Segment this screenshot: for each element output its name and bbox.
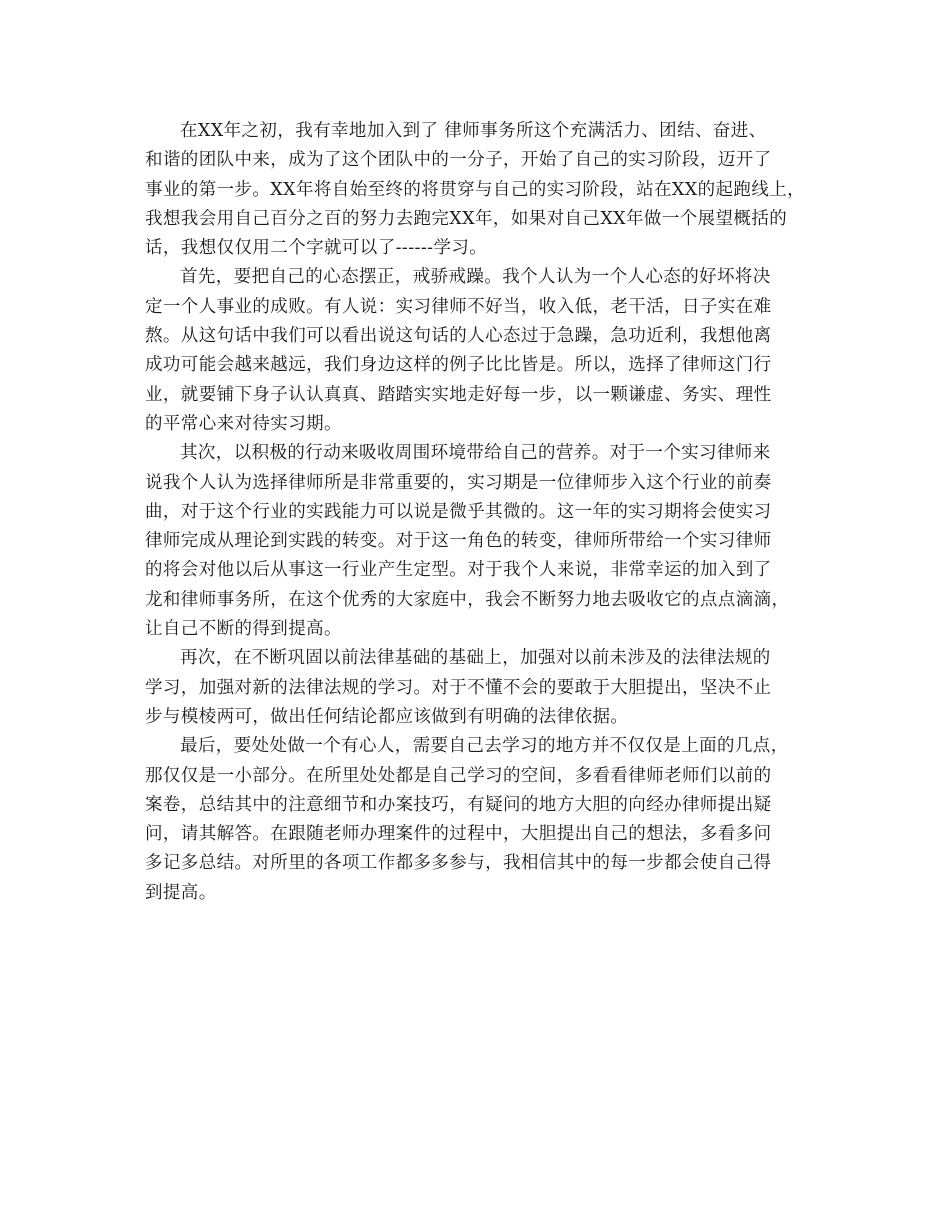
- paragraph-line: 让自己不断的得到提高。: [145, 619, 342, 640]
- paragraph-line: 熬。从这句话中我们可以看出说这句话的人心态过于急躁，急功近利，我想他离: [145, 326, 772, 347]
- paragraph-line: 案卷，总结其中的注意细节和办案技巧，有疑问的地方大胆的向经办律师提出疑: [145, 794, 772, 815]
- paragraph-line: 多记多总结。对所里的各项工作都多多参与，我相信其中的每一步都会使自己得: [145, 853, 772, 874]
- paragraph-line: 定一个人事业的成败。有人说：实习律师不好当，收入低，老干活，日子实在难: [145, 296, 772, 317]
- paragraph-line: 最后，要处处做一个有心人，需要自己去学习的地方并不仅仅是上面的几点，: [180, 736, 789, 757]
- paragraph-line: 的平常心来对待实习期。: [145, 413, 342, 434]
- paragraph-2: [145, 263, 820, 439]
- paragraph-line: 学习，加强对新的法律法规的学习。对于不懂不会的要敢于大胆提出，坚决不止: [145, 677, 772, 698]
- paragraph-line: 在XX年之初，我有幸地加入到了 律师事务所这个充满活力、团结、奋进、: [180, 121, 767, 141]
- paragraph-3: [145, 439, 820, 644]
- paragraph-line: 首先，要把自己的心态摆正，戒骄戒躁。我个人认为一个人心态的好坏将决: [180, 267, 771, 288]
- paragraph-line: 步与模棱两可，做出任何结论都应该做到有明确的法律依据。: [145, 706, 629, 727]
- document-body: [145, 117, 820, 908]
- paragraph-5: [145, 732, 820, 908]
- paragraph-line: 律师完成从理论到实践的转变。对于这一角色的转变，律师所带给一个实习律师: [145, 531, 772, 552]
- paragraph-line: 其次，以积极的行动来吸收周围环境带给自己的营养。对于一个实习律师来: [180, 443, 771, 464]
- paragraph-line: 龙和律师事务所，在这个优秀的大家庭中，我会不断努力地去吸收它的点点滴滴，: [145, 589, 790, 610]
- paragraph-4: [145, 644, 820, 732]
- paragraph-line: 曲，对于这个行业的实践能力可以说是微乎其微的。这一年的实习期将会使实习: [145, 501, 772, 522]
- paragraph-line: 成功可能会越来越远，我们身边这样的例子比比皆是。所以，选择了律师这门行: [145, 355, 772, 376]
- paragraph-line: 到提高。: [145, 882, 217, 903]
- paragraph-line: 和谐的团队中来，成为了这个团队中的一分子，开始了自己的实习阶段，迈开了: [145, 150, 772, 171]
- paragraph-line: 业，就要铺下身子认认真真、踏踏实实地走好每一步，以一颗谦虚、务实、理性: [145, 384, 772, 405]
- paragraph-line: 再次，在不断巩固以前法律基础的基础上，加强对以前未涉及的法律法规的: [180, 648, 771, 669]
- paragraph-line: 的将会对他以后从事这一行业产生定型。对于我个人来说，非常幸运的加入到了: [145, 560, 772, 581]
- paragraph-line: 说我个人认为选择律师所是非常重要的，实习期是一位律师步入这个行业的前奏: [145, 472, 772, 493]
- paragraph-line: 那仅仅是一小部分。在所里处处都是自己学习的空间，多看看律师老师们以前的: [145, 765, 772, 786]
- paragraph-line: 事业的第一步。XX年将自始至终的将贯穿与自己的实习阶段，站在XX的起跑线上，: [145, 179, 806, 200]
- paragraph-line: 问，请其解答。在跟随老师办理案件的过程中，大胆提出自己的想法，多看多问: [145, 824, 772, 845]
- paragraph-1: [145, 117, 820, 263]
- paragraph-line: 话，我想仅仅用二个字就可以了------学习。: [145, 238, 488, 259]
- paragraph-line: 我想我会用自己百分之百的努力去跑完XX年，如果对自己XX年做一个展望概括的: [145, 208, 788, 229]
